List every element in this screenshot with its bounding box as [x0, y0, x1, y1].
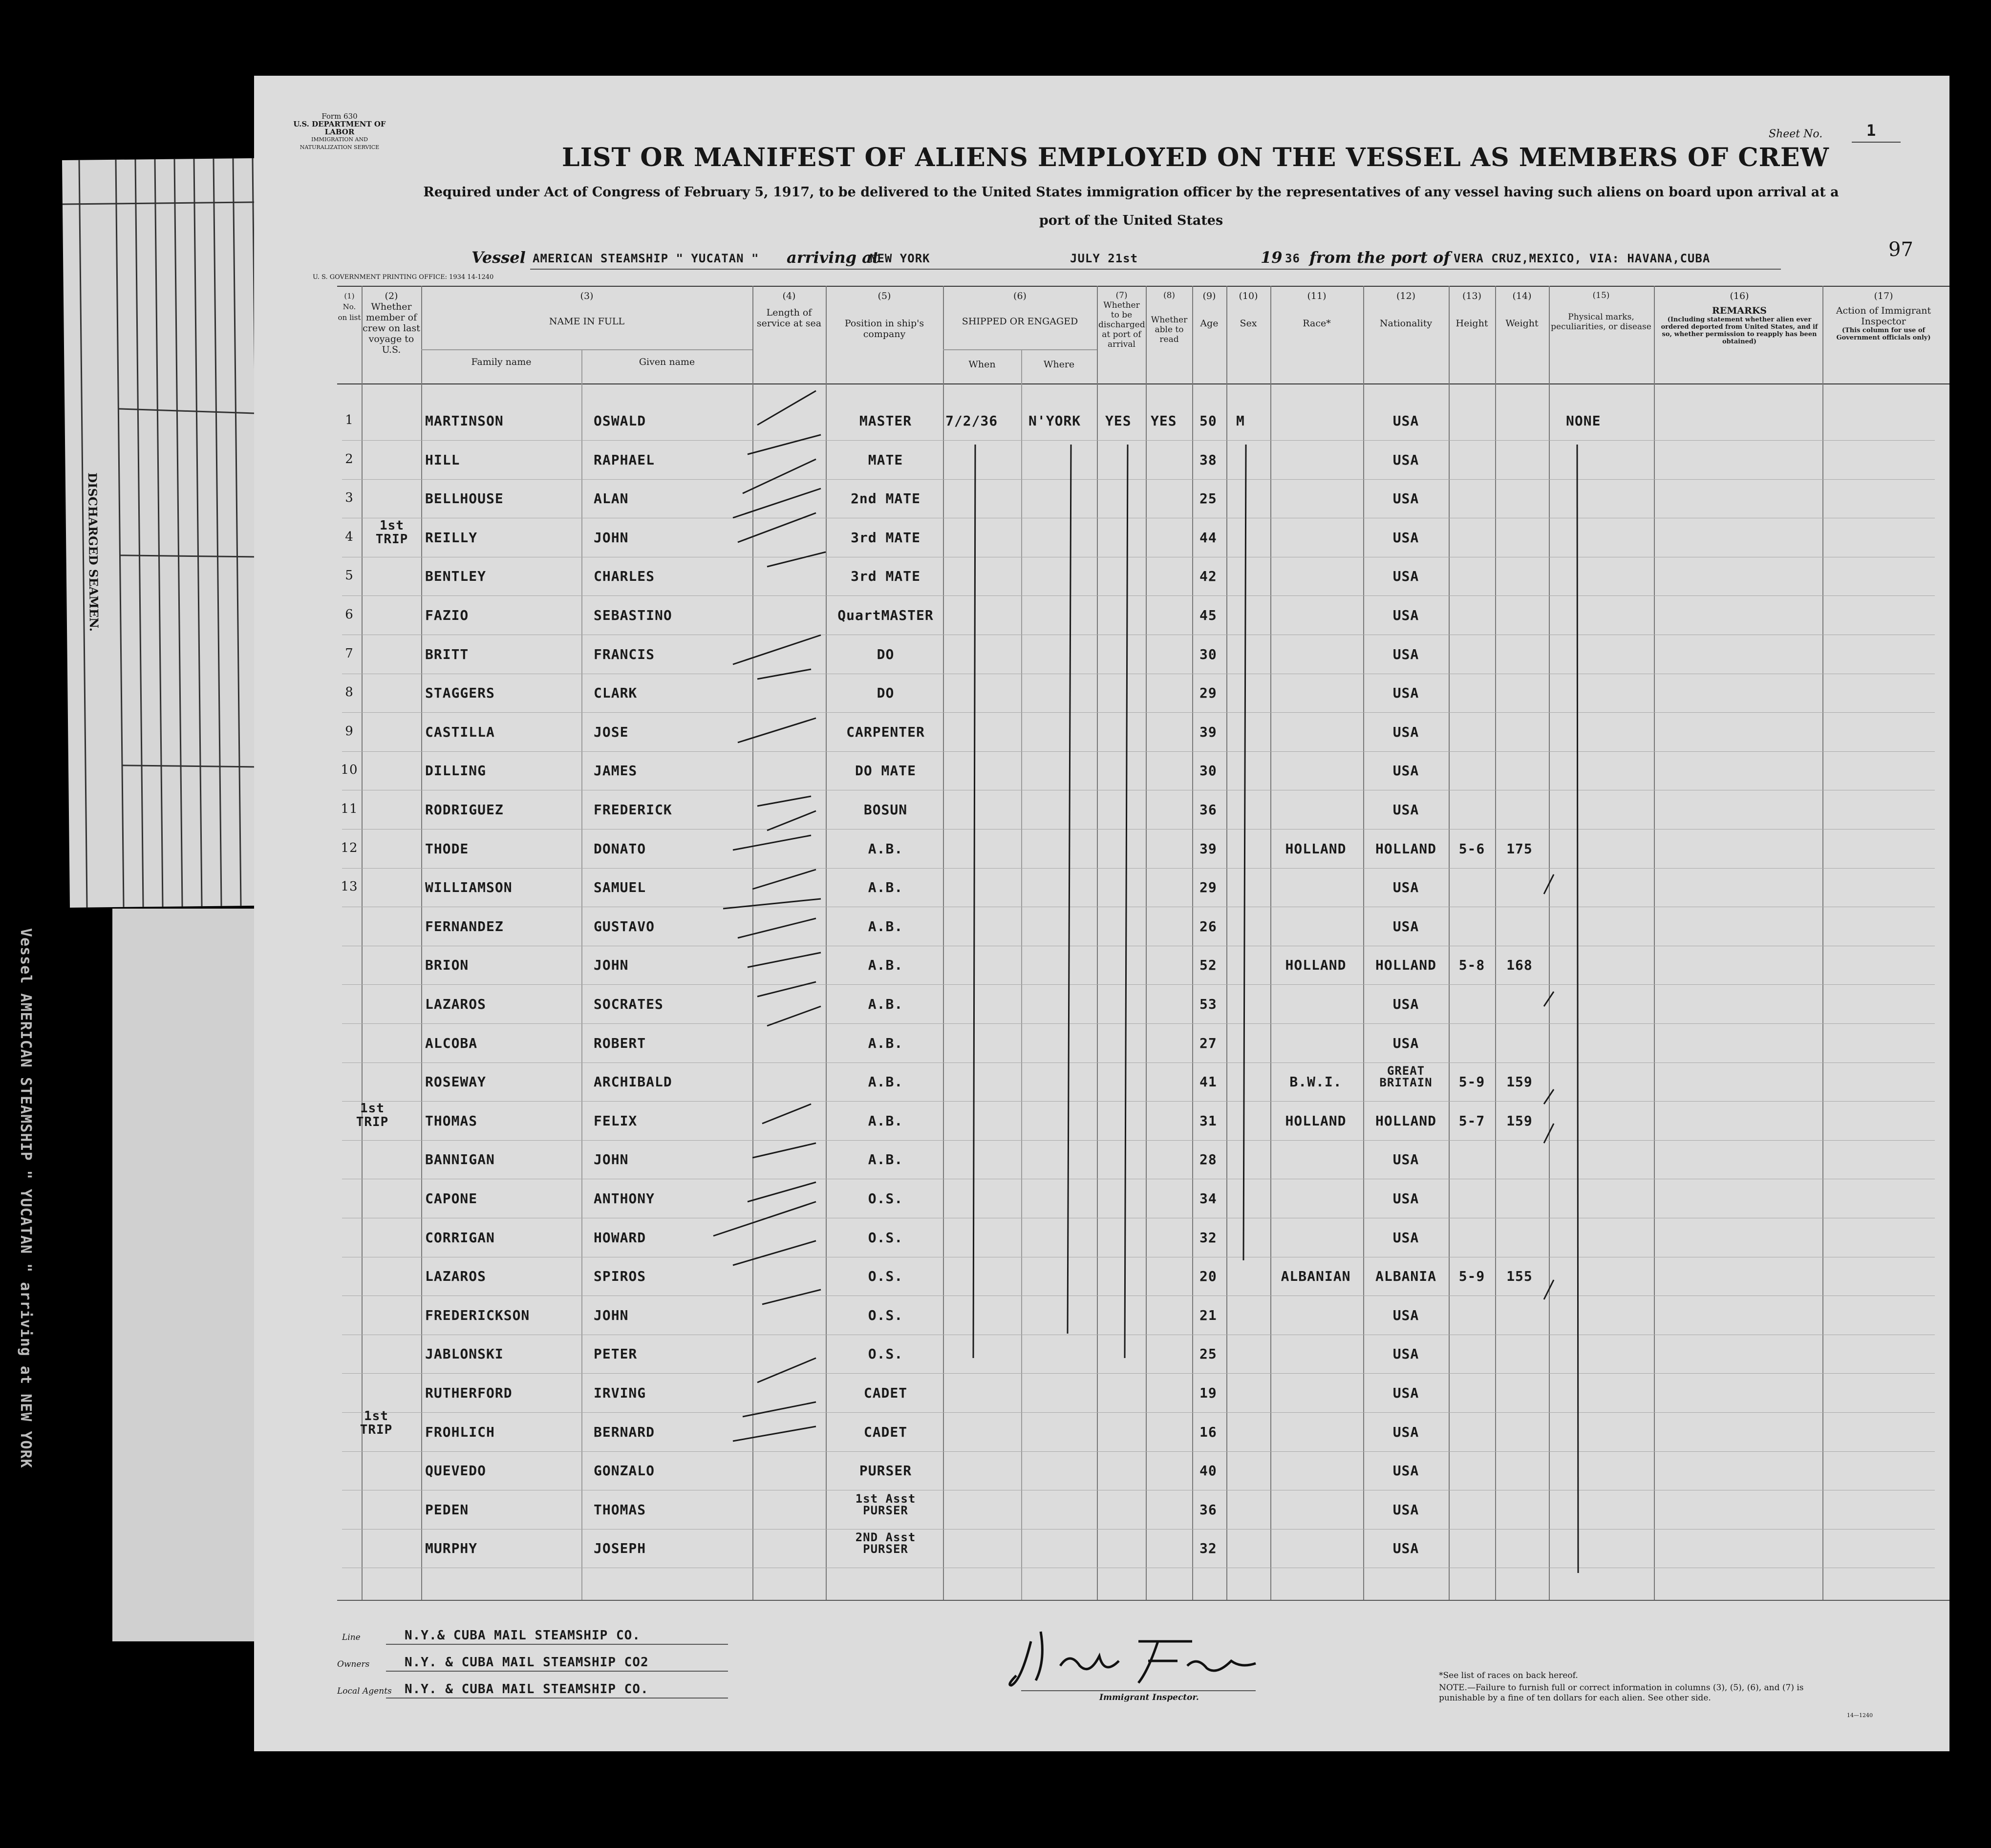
cell-nationality: USA [1392, 413, 1419, 429]
col13-header: (13) Height [1456, 291, 1488, 329]
col6a-header: When [968, 359, 996, 370]
cell-nationality: USA [1392, 763, 1419, 779]
cell-age: 32 [1199, 1229, 1217, 1246]
cell-no: 13 [341, 879, 358, 894]
col8-header: (8) Whether able to read [1151, 291, 1188, 344]
vessel-underline [530, 269, 1781, 270]
cell-nationality: USA [1392, 529, 1419, 546]
page-title: LIST OR MANIFEST OF ALIENS EMPLOYED ON THE VESSEL AS MEMBERS OF CREW [562, 143, 1829, 172]
cell-family-name: HILL [425, 451, 460, 468]
cell-position: PURSER [859, 1463, 912, 1479]
col-divider [1822, 286, 1823, 1600]
cell-height: 5-9 [1458, 1074, 1485, 1090]
sheet-label: Sheet No. [1769, 128, 1823, 140]
cell-position: O.S. [868, 1307, 903, 1323]
penalty-note: NOTE.—Failure to furnish full or correct information in columns (3), (5), (6), and (7) is punishable by a fine of ten dollars for each alien. See other side. [1439, 1683, 1804, 1703]
cell-race: HOLLAND [1285, 1112, 1347, 1129]
cell-given-name: THOMAS [594, 1501, 646, 1518]
col11-header: (11) Race* [1303, 291, 1331, 329]
agents-underline [386, 1698, 728, 1699]
cell-position: A.B. [868, 1074, 903, 1090]
trip-note: 1st TRIP [356, 1101, 389, 1129]
cell-sex: M [1236, 413, 1245, 429]
form-header-block [293, 112, 386, 151]
cell-position: MATE [868, 451, 903, 468]
cell-age: 31 [1199, 1112, 1217, 1129]
cell-position: A.B. [868, 996, 903, 1012]
discharged-seamen-title: DISCHARGED SEAMEN. [85, 472, 102, 632]
cell-nationality: USA [1392, 802, 1419, 818]
cell-when: 7/2/36 [945, 413, 998, 429]
year-value: 36 [1285, 252, 1300, 265]
cell-position: 3rd MATE [851, 529, 921, 546]
cell-given-name: JOSE [594, 723, 629, 740]
cell-weight: 159 [1506, 1074, 1533, 1090]
cell-age: 32 [1199, 1540, 1217, 1557]
cell-age: 39 [1199, 723, 1217, 740]
vessel-label: Vessel [471, 248, 526, 267]
col9-header: (9) Age [1200, 291, 1219, 329]
cell-age: 44 [1199, 529, 1217, 546]
cell-position: CADET [863, 1385, 908, 1401]
cell-nationality: USA [1392, 1540, 1419, 1557]
col3-header: (3) NAME IN FULL [549, 291, 625, 327]
cell-weight: 159 [1506, 1112, 1533, 1129]
form-code: 14—1240 [1847, 1712, 1873, 1719]
cell-family-name: THODE [425, 840, 469, 857]
cell-read: YES [1151, 413, 1177, 429]
cell-given-name: ALAN [594, 490, 629, 507]
cell-age: 30 [1199, 646, 1217, 662]
cell-given-name: JOHN [594, 529, 629, 546]
cell-age: 41 [1199, 1074, 1217, 1090]
from-port: VERA CRUZ,MEXICO, VIA: HAVANA,CUBA [1454, 252, 1711, 265]
printing-note: U. S. GOVERNMENT PRINTING OFFICE: 1934 14-1240 [313, 274, 494, 281]
col16-header: (16) REMARKS (Including statement whether alien ever ordered deported from United States, and if so, whether permission to reapply has been obtained) [1661, 291, 1818, 345]
col4-header: (4) Length of service at sea [756, 291, 822, 329]
col7-header: (7) Whether to be discharged at port of arrival [1098, 291, 1145, 349]
cell-age: 27 [1199, 1035, 1217, 1051]
col1-header: (1) No. on list [338, 292, 361, 322]
cell-height: 5-8 [1458, 957, 1485, 974]
cell-no: 10 [341, 763, 358, 778]
cell-nationality: USA [1392, 1346, 1419, 1362]
cell-given-name: CHARLES [594, 568, 655, 585]
cell-weight: 175 [1506, 840, 1533, 857]
cell-nationality: USA [1392, 490, 1419, 507]
table-top-rule [337, 286, 1949, 287]
cell-position: 2nd MATE [851, 490, 921, 507]
cell-position: O.S. [868, 1268, 903, 1285]
cell-position: QuartMASTER [837, 607, 934, 623]
cell-age: 53 [1199, 996, 1217, 1012]
cell-where: N'YORK [1028, 413, 1081, 429]
inspector-label: Immigrant Inspector. [1099, 1693, 1199, 1702]
cell-age: 42 [1199, 568, 1217, 585]
cell-no: 1 [345, 413, 354, 427]
cell-no: 12 [341, 840, 358, 855]
cell-family-name: THOMAS [425, 1112, 478, 1129]
trip-note: 1st TRIP [375, 518, 408, 547]
cell-position: DO [877, 646, 895, 662]
cell-given-name: OSWALD [594, 413, 646, 429]
arriving-port: NEW YORK [870, 252, 930, 265]
cell-given-name: FREDERICK [594, 802, 672, 818]
cell-given-name: ARCHIBALD [594, 1074, 672, 1090]
cell-given-name: ANTHONY [594, 1190, 655, 1207]
cell-discharged: YES [1105, 413, 1132, 429]
cell-position: BOSUN [863, 802, 908, 818]
cell-given-name: FELIX [594, 1112, 638, 1129]
cell-nationality: ALBANIA [1375, 1268, 1436, 1285]
col3a-header: Family name [471, 357, 532, 367]
cell-no: 3 [345, 490, 354, 506]
form-number: Form 630 [321, 112, 358, 121]
cell-family-name: MURPHY [425, 1540, 478, 1557]
cell-nationality: USA [1392, 1151, 1419, 1168]
cell-nationality: USA [1392, 1501, 1419, 1518]
cell-family-name: FAZIO [425, 607, 469, 623]
cell-family-name: WILLIAMSON [425, 879, 513, 896]
cell-no: 8 [345, 685, 354, 700]
cell-position: A.B. [868, 957, 903, 974]
cell-weight: 155 [1506, 1268, 1533, 1285]
cell-nationality: HOLLAND [1375, 840, 1436, 857]
cell-marks: NONE [1566, 413, 1601, 429]
trip-note: 1st TRIP [360, 1409, 393, 1437]
cell-age: 36 [1199, 802, 1217, 818]
cell-no: 9 [345, 723, 354, 739]
cell-age: 34 [1199, 1190, 1217, 1207]
inspector-signature [1002, 1622, 1275, 1695]
sheet-underline [1852, 142, 1901, 143]
cell-position: A.B. [868, 879, 903, 896]
cell-given-name: JOHN [594, 957, 629, 974]
cell-given-name: GONZALO [594, 1463, 655, 1479]
vessel-name: AMERICAN STEAMSHIP " YUCATAN " [533, 252, 759, 265]
cell-family-name: LAZAROS [425, 1268, 487, 1285]
cell-position: A.B. [868, 1151, 903, 1168]
cell-no: 4 [345, 529, 354, 544]
cell-family-name: CAPONE [425, 1190, 478, 1207]
cell-nationality: USA [1392, 918, 1419, 935]
cell-given-name: JOHN [594, 1151, 629, 1168]
cell-family-name: FERNANDEZ [425, 918, 504, 935]
sheet-number: 1 [1866, 121, 1877, 140]
cell-family-name: BANNIGAN [425, 1151, 495, 1168]
col6b-header: Where [1043, 359, 1075, 370]
cell-given-name: BERNARD [594, 1423, 655, 1440]
cell-nationality: USA [1392, 879, 1419, 896]
agents-value: N.Y. & CUBA MAIL STEAMSHIP CO. [405, 1682, 649, 1697]
cell-age: 20 [1199, 1268, 1217, 1285]
cell-position: DO [877, 685, 895, 701]
cell-nationality: USA [1392, 1385, 1419, 1401]
cell-position: 2ND Asst PURSER [855, 1530, 916, 1556]
line-label: Line [342, 1633, 361, 1642]
col12-header: (12) Nationality [1379, 291, 1433, 329]
cell-given-name: HOWARD [594, 1229, 646, 1246]
cell-given-name: RAPHAEL [594, 451, 655, 468]
cell-given-name: JOHN [594, 1307, 629, 1323]
col17-header: (17) Action of Immigrant Inspector (This column for use of Government officials only) [1836, 291, 1931, 341]
cell-family-name: ROSEWAY [425, 1074, 487, 1090]
cell-family-name: RUTHERFORD [425, 1385, 513, 1401]
cell-nationality: USA [1392, 1307, 1419, 1323]
arrival-date: JULY 21st [1070, 252, 1138, 265]
cell-age: 39 [1199, 840, 1217, 857]
cell-family-name: RODRIGUEZ [425, 802, 504, 818]
cell-given-name: SPIROS [594, 1268, 646, 1285]
cell-position: O.S. [868, 1190, 903, 1207]
cell-height: 5-6 [1458, 840, 1485, 857]
name-subheader-rule [421, 349, 752, 350]
cell-given-name: SAMUEL [594, 879, 646, 896]
agents-label: Local Agents [337, 1686, 392, 1696]
cell-position: CADET [863, 1423, 908, 1440]
cell-age: 16 [1199, 1423, 1217, 1440]
cell-family-name: BRITT [425, 646, 469, 662]
cell-position: 1st Asst PURSER [855, 1491, 916, 1517]
cell-age: 29 [1199, 685, 1217, 701]
cell-nationality: USA [1392, 723, 1419, 740]
cell-age: 38 [1199, 451, 1217, 468]
col-divider [1654, 286, 1655, 1600]
cell-age: 19 [1199, 1385, 1217, 1401]
owners-label: Owners [337, 1659, 370, 1669]
cell-position: A.B. [868, 840, 903, 857]
cell-family-name: PEDEN [425, 1501, 469, 1518]
col-divider [421, 286, 422, 1600]
cell-no: 5 [345, 568, 354, 583]
col6-header: (6) SHIPPED OR ENGAGED [962, 291, 1078, 327]
cell-nationality: USA [1392, 1423, 1419, 1440]
subtitle-line1: Required under Act of Congress of February 5, 1917, to be delivered to the United States immigration officer by the representatives of any vessel having such aliens on board upon arrival at a [423, 185, 1839, 200]
cell-family-name: LAZAROS [425, 996, 487, 1012]
cell-position: O.S. [868, 1346, 903, 1362]
col-divider [362, 286, 363, 1600]
cell-family-name: DILLING [425, 763, 487, 779]
cell-age: 25 [1199, 1346, 1217, 1362]
cell-position: 3rd MATE [851, 568, 921, 585]
cell-race: HOLLAND [1285, 840, 1347, 857]
line-value: N.Y.& CUBA MAIL STEAMSHIP CO. [405, 1628, 641, 1643]
cell-given-name: GUSTAVO [594, 918, 655, 935]
cell-height: 5-7 [1458, 1112, 1485, 1129]
cell-nationality: USA [1392, 685, 1419, 701]
cell-given-name: JAMES [594, 763, 638, 779]
cell-position: A.B. [868, 1112, 903, 1129]
cell-family-name: BRION [425, 957, 469, 974]
corner-number: 97 [1888, 238, 1913, 261]
cell-family-name: BENTLEY [425, 568, 487, 585]
cell-height: 5-9 [1458, 1268, 1485, 1285]
cell-family-name: ALCOBA [425, 1035, 478, 1051]
cell-given-name: SEBASTINO [594, 607, 672, 623]
col10-header: (10) Sex [1239, 291, 1258, 329]
cell-family-name: QUEVEDO [425, 1463, 487, 1479]
cell-family-name: JABLONSKI [425, 1346, 504, 1362]
cell-given-name: DONATO [594, 840, 646, 857]
cell-age: 45 [1199, 607, 1217, 623]
cell-given-name: PETER [594, 1346, 638, 1362]
col2-header: (2) Whether member of crew on last voyage to U.S. [363, 291, 420, 355]
cell-position: CARPENTER [846, 723, 925, 740]
cell-family-name: CORRIGAN [425, 1229, 495, 1246]
cell-age: 26 [1199, 918, 1217, 935]
cell-age: 36 [1199, 1501, 1217, 1518]
cell-nationality: USA [1392, 646, 1419, 662]
inspector-underline [1021, 1690, 1256, 1691]
cell-nationality: USA [1392, 1463, 1419, 1479]
cell-age: 29 [1199, 879, 1217, 896]
cell-given-name: FRANCIS [594, 646, 655, 662]
owners-value: N.Y. & CUBA MAIL STEAMSHIP CO2 [405, 1655, 649, 1670]
col15-header: (15) Physical marks, peculiarities, or disease [1551, 291, 1651, 332]
cell-nationality: USA [1392, 568, 1419, 585]
cell-position: A.B. [868, 918, 903, 935]
cell-nationality: USA [1392, 1229, 1419, 1246]
cell-age: 52 [1199, 957, 1217, 974]
cell-given-name: IRVING [594, 1385, 646, 1401]
cell-nationality: USA [1392, 1190, 1419, 1207]
cell-nationality: USA [1392, 607, 1419, 623]
shipped-subheader-rule [943, 349, 1097, 350]
cell-age: 25 [1199, 490, 1217, 507]
cell-race: ALBANIAN [1281, 1268, 1351, 1285]
cell-no: 11 [341, 802, 358, 816]
cell-age: 21 [1199, 1307, 1217, 1323]
service-name: IMMIGRATION AND NATURALIZATION SERVICE [300, 136, 380, 150]
race-note: *See list of races on back hereof. [1439, 1671, 1578, 1680]
line-underline [386, 1644, 728, 1645]
cell-given-name: JOSEPH [594, 1540, 646, 1557]
cell-nationality: USA [1392, 996, 1419, 1012]
cell-weight: 168 [1506, 957, 1533, 974]
cell-nationality: USA [1392, 1035, 1419, 1051]
subtitle-line2: port of the United States [1039, 213, 1223, 228]
left-margin-vertical-text: Vessel AMERICAN STEAMSHIP " YUCATAN " arriving at NEW YORK [17, 928, 34, 1468]
cell-no: 6 [345, 607, 354, 622]
cell-race: HOLLAND [1285, 957, 1347, 974]
cell-position: A.B. [868, 1035, 903, 1051]
cell-race: B.W.I. [1289, 1074, 1342, 1090]
cell-age: 28 [1199, 1151, 1217, 1168]
cell-family-name: STAGGERS [425, 685, 495, 701]
cell-family-name: BELLHOUSE [425, 490, 504, 507]
cell-no: 7 [345, 646, 354, 661]
col5-header: (5) Position in ship's company [844, 291, 924, 340]
col14-header: (14) Weight [1505, 291, 1539, 329]
cell-given-name: SOCRATES [594, 996, 664, 1012]
cell-given-name: ROBERT [594, 1035, 646, 1051]
cell-nationality: GREAT BRITAIN [1379, 1064, 1433, 1090]
cell-family-name: REILLY [425, 529, 478, 546]
cell-family-name: MARTINSON [425, 413, 504, 429]
cell-family-name: FROHLICH [425, 1423, 495, 1440]
cell-nationality: HOLLAND [1375, 1112, 1436, 1129]
cell-nationality: HOLLAND [1375, 957, 1436, 974]
cell-no: 2 [345, 451, 354, 467]
cell-position: O.S. [868, 1229, 903, 1246]
from-label: from the port of [1309, 248, 1451, 267]
cell-age: 40 [1199, 1463, 1217, 1479]
cell-family-name: CASTILLA [425, 723, 495, 740]
cell-nationality: USA [1392, 451, 1419, 468]
handwritten-marks [704, 381, 1632, 1602]
cell-given-name: CLARK [594, 685, 638, 701]
cell-age: 30 [1199, 763, 1217, 779]
arriving-label: arriving at [787, 248, 879, 267]
department-name: U.S. DEPARTMENT OF LABOR [293, 120, 386, 136]
cell-position: MASTER [859, 413, 912, 429]
year-prefix: 19 [1261, 248, 1283, 267]
owners-underline [386, 1671, 728, 1672]
col3b-header: Given name [639, 357, 695, 367]
cell-age: 50 [1199, 413, 1217, 429]
cell-family-name: FREDERICKSON [425, 1307, 530, 1323]
cell-position: DO MATE [855, 763, 916, 779]
